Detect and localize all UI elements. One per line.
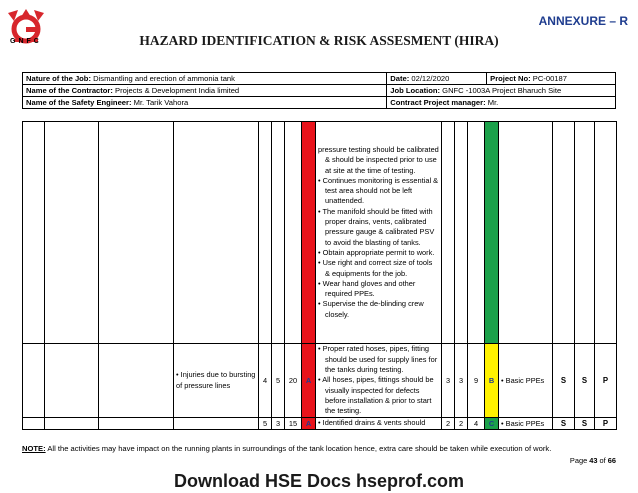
risk-score-before: 15 [285, 418, 302, 430]
engineer-cell: Name of the Safety Engineer: Mr. Tarik Vahora [23, 97, 387, 109]
job-cell: Nature of the Job: Dismantling and erection of ammonia tank [23, 73, 387, 85]
probability-after: 2 [442, 418, 455, 430]
probability-before: 4 [259, 344, 272, 418]
severity-after: 3 [455, 344, 468, 418]
location-cell: Job Location: GNFC -1003A Project Bharuch Site [387, 85, 616, 97]
hira-table [22, 121, 617, 430]
table-row [23, 418, 617, 430]
manager-value: Mr. [487, 98, 499, 107]
job-info-table [22, 72, 616, 109]
risk-level-after: C [485, 418, 499, 430]
ppe-text: • Basic PPEs [499, 418, 553, 430]
note-text: NOTE: All the activities may have impact on the running plants in surroundings of the tank location hence, extra care should be taken while execution of work. [22, 444, 552, 453]
date-value: 02/12/2020 [411, 74, 450, 83]
info-row-engineer [23, 97, 616, 109]
risk-level-before: A [302, 344, 316, 418]
probability-before: 5 [259, 418, 272, 430]
risk-score-before: 20 [285, 344, 302, 418]
risk-level-after: B [485, 344, 499, 418]
probability-after: 3 [442, 344, 455, 418]
risk-score-after: 9 [468, 344, 485, 418]
risk-score-after: 4 [468, 418, 485, 430]
page-title: HAZARD IDENTIFICATION & RISK ASSESMENT (HIRA) [139, 33, 499, 48]
logo-text: GNFC [10, 38, 42, 45]
manager-cell: Contract Project manager: Mr. [387, 97, 616, 109]
severity-before: 5 [272, 344, 285, 418]
risk-level-green [485, 122, 499, 344]
contractor-value: Projects & Development India limited [115, 86, 240, 95]
project-value: PC-00187 [532, 74, 567, 83]
status-col-a: S [553, 344, 575, 418]
location-value: GNFC -1003A Project Bharuch Site [442, 86, 562, 95]
control-measures: • Proper rated hoses, pipes, fitting should be used for supply lines for the tanks during testing. • All hoses, pipes, fittings should be visually inspected for defects before installation & prior to start the testing. [316, 344, 442, 418]
severity-after: 2 [455, 418, 468, 430]
status-col-c: P [595, 418, 617, 430]
status-col-b: S [575, 344, 595, 418]
footer-banner: Download HSE Docs hseprof.com [173, 471, 465, 491]
table-row [23, 344, 617, 418]
status-col-c: P [595, 344, 617, 418]
ppe-text: • Basic PPEs [499, 344, 553, 418]
info-row-contractor [23, 85, 616, 97]
contractor-cell: Name of the Contractor: Projects & Development India limited [23, 85, 387, 97]
status-col-b: S [575, 418, 595, 430]
status-col-a: S [553, 418, 575, 430]
control-measures: pressure testing should be calibrated & should be inspected prior to use at site at the time of testing. • Continues monitoring is essential & test area should not be left unattended. • The manifold should be fitted with proper drains, vents, calibrated pressure gauge & calibrated PSV to avoid the blasting of tanks. • Obtain appropriate permit to work. • Use right and correct size of tools & equipments for the job. • Wear hand gloves and other required PPEs. • Supervise the de-blinding crew closely. [316, 122, 442, 344]
date-cell: Date: 02/12/2020 [387, 73, 487, 85]
risk-level-before: A [302, 418, 316, 430]
hazard-text: • Injuries due to bursting of pressure lines [174, 344, 259, 418]
risk-level-red [302, 122, 316, 344]
info-row-job [23, 73, 616, 85]
table-row [23, 122, 617, 344]
annexure-label: ANNEXURE – R [538, 14, 628, 28]
control-measures: • Identified drains & vents should [316, 418, 442, 430]
job-value: Dismantling and erection of ammonia tank [93, 74, 235, 83]
page-number: Page 43 of 66 [569, 456, 616, 465]
severity-before: 3 [272, 418, 285, 430]
engineer-value: Mr. Tarik Vahora [133, 98, 189, 107]
project-cell: Project No: PC-00187 [487, 73, 616, 85]
